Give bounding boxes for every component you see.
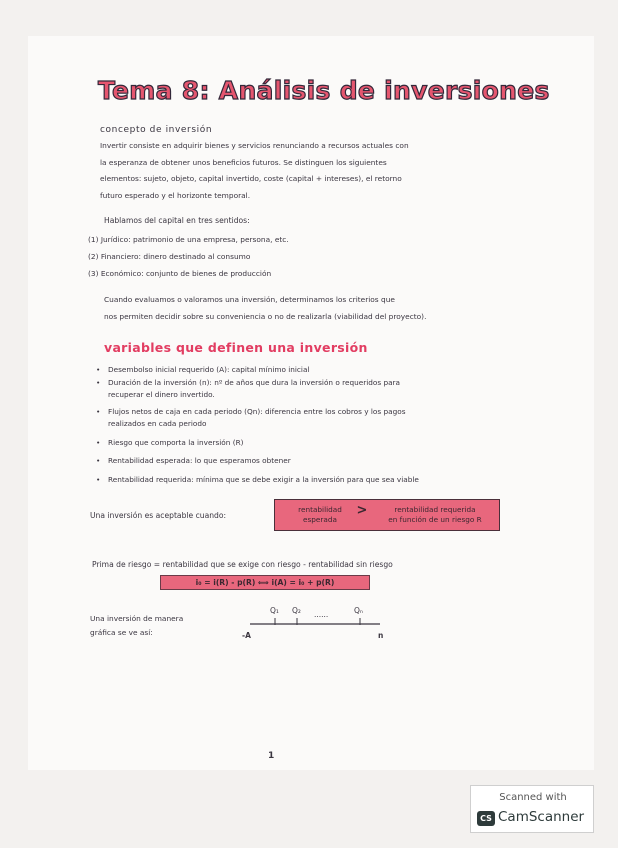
- variable-item-continuation: realizados en cada periodo: [108, 419, 207, 428]
- expected-return-label: [285, 505, 355, 525]
- graphic-label-line: gráfica se ve así:: [90, 628, 153, 637]
- concept-line: futuro esperado y el horizonte temporal.: [100, 190, 251, 200]
- graphic-label: [90, 612, 183, 640]
- concept-heading: concepto de inversión: [100, 125, 213, 135]
- page-number: 1: [268, 751, 275, 761]
- concept-line: Invertir consiste en adquirir bienes y servicios renunciando a recursos actuales con: [100, 141, 409, 150]
- timeline-mark: Qₙ: [354, 606, 363, 615]
- camscanner-watermark: [470, 785, 594, 833]
- timeline-ellipsis: ......: [314, 610, 329, 619]
- timeline-start-label: -A: [242, 631, 251, 640]
- variable-item: • Rentabilidad esperada: lo que esperamos obtener: [96, 455, 419, 468]
- risk-premium-definition: Prima de riesgo = rentabilidad que se exige con riesgo - rentabilidad sin riesgo: [92, 560, 393, 569]
- required-return-line: rentabilidad requerida: [394, 505, 476, 514]
- variables-heading: variables que definen una inversión: [104, 340, 368, 355]
- scanned-with-text: Scanned with: [499, 792, 567, 803]
- variable-item: • Riesgo que comporta la inversión (R): [96, 437, 419, 450]
- camscanner-logo-icon: CS: [477, 811, 495, 826]
- variable-item: • Rentabilidad requerida: mínima que se debe exigir a la inversión para que sea viable: [96, 474, 419, 487]
- page-title: Tema 8: Análisis de inversiones: [98, 76, 550, 105]
- concept-paragraph: [100, 138, 409, 204]
- risk-premium-formula: i₀ = i(R) - p(R) ⟺ i(A) = i₀ + p(R): [160, 575, 370, 590]
- expected-return-line: esperada: [303, 515, 337, 524]
- capital-item: (2) Financiero: dinero destinado al consumo: [88, 252, 251, 261]
- investment-timeline: [240, 598, 400, 652]
- variable-item: • Duración de la inversión (n): nº de años que dura la inversión o requeridos para: [96, 377, 419, 390]
- timeline-mark: Q₂: [292, 606, 301, 615]
- evaluation-line: Cuando evaluamos o valoramos una inversión, determinamos los criterios que: [104, 295, 395, 304]
- evaluation-line: nos permiten decidir sobre su conveniencia o no de realizarla (viabilidad del proyecto).: [104, 311, 427, 321]
- variables-list: [96, 364, 419, 486]
- capital-list: [88, 231, 289, 282]
- capital-item: (1) Jurídico: patrimonio de una empresa, persona, etc.: [88, 235, 289, 244]
- acceptable-label: Una inversión es aceptable cuando:: [90, 511, 227, 520]
- capital-item: (3) Económico: conjunto de bienes de producción: [88, 269, 272, 278]
- greater-than-symbol: >: [356, 503, 368, 518]
- expected-return-line: rentabilidad: [298, 505, 342, 514]
- concept-line: elementos: sujeto, objeto, capital invertido, coste (capital + intereses), el retorno: [100, 174, 402, 183]
- acceptability-box: [274, 499, 500, 531]
- capital-intro: Hablamos del capital en tres sentidos:: [104, 216, 250, 225]
- timeline-end-label: n: [378, 631, 384, 640]
- graphic-label-line: Una inversión de manera: [90, 614, 184, 623]
- required-return-line: en función de un riesgo R: [388, 515, 482, 524]
- timeline-mark: Q₁: [270, 606, 279, 615]
- concept-line: la esperanza de obtener unos beneficios futuros. Se distinguen los siguientes: [100, 157, 387, 167]
- camscanner-name: CamScanner: [498, 809, 585, 825]
- variable-item: • Desembolso inicial requerido (A): capital mínimo inicial: [96, 364, 419, 377]
- evaluation-paragraph: [104, 292, 426, 325]
- required-return-label: [373, 505, 497, 525]
- variable-item-continuation: recuperar el dinero invertido.: [108, 390, 215, 399]
- variable-item: • Flujos netos de caja en cada periodo (Qn): diferencia entre los cobros y los pagos: [96, 406, 419, 419]
